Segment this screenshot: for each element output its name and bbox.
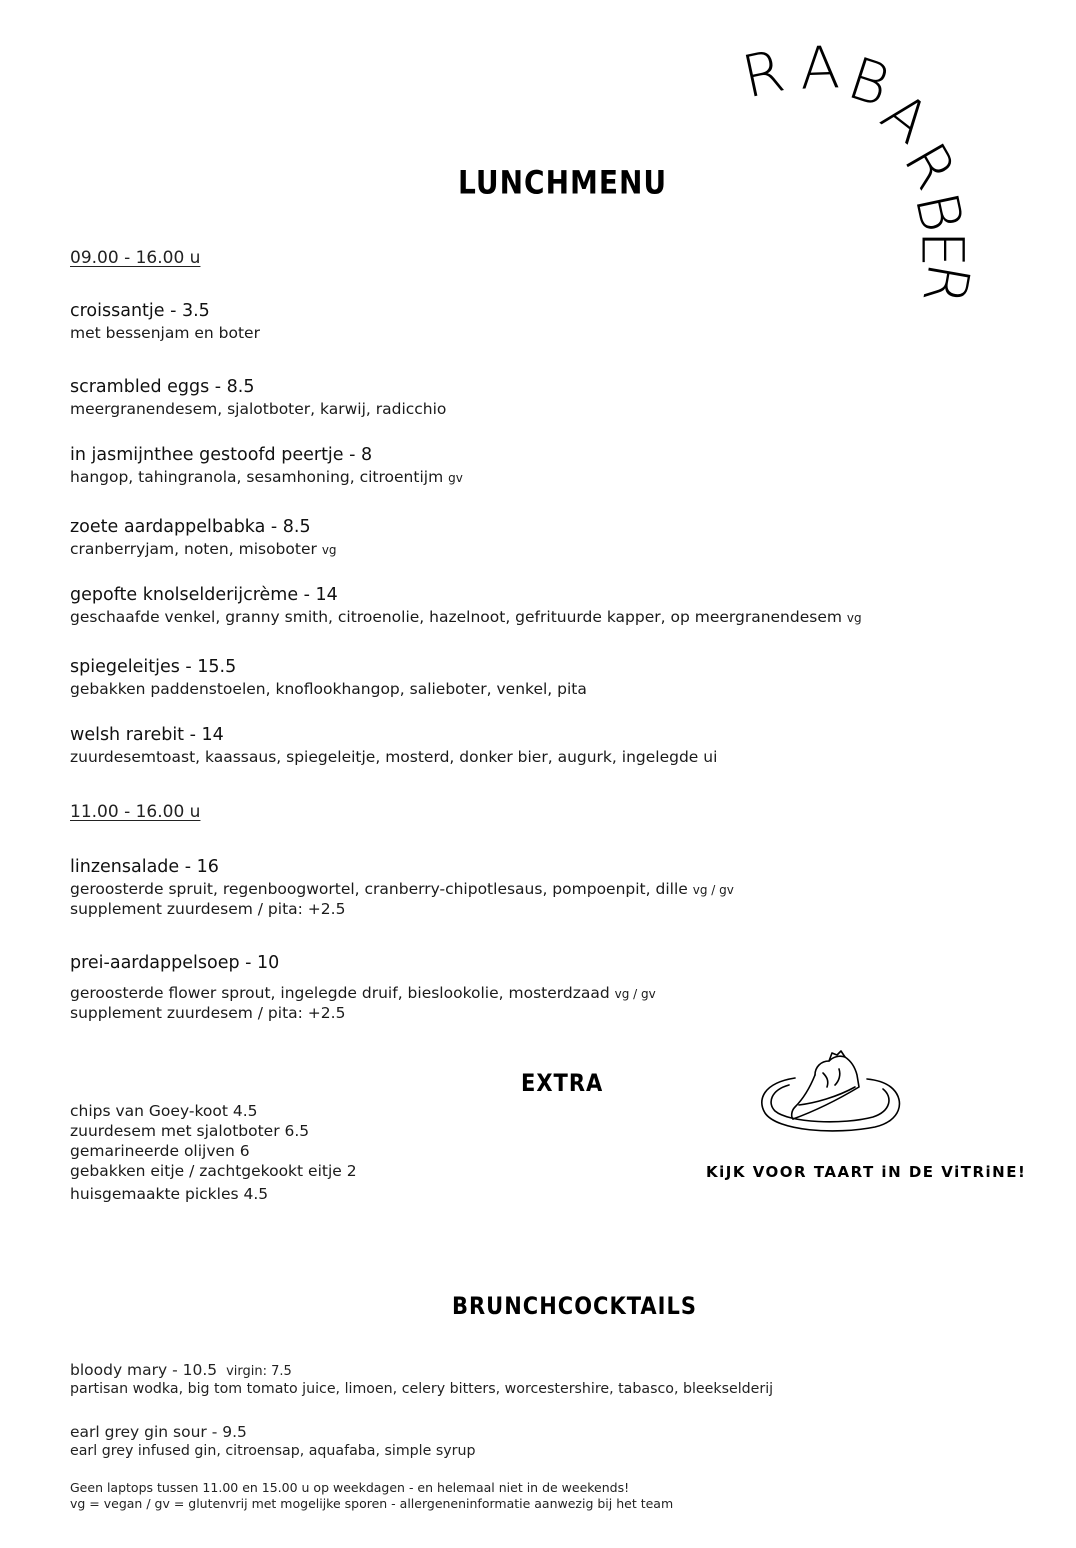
virgin-price: virgin: 7.5 — [226, 1364, 292, 1379]
menu-item-name: zoete aardappelbabka - 8.5 — [70, 517, 311, 537]
menu-item-desc — [70, 984, 656, 1002]
cocktail-name: earl grey gin sour - 9.5 — [70, 1423, 247, 1441]
menu-item-desc — [70, 468, 463, 486]
time-heading: 11.00 - 16.00 u — [70, 802, 201, 822]
cocktails-title: BRUNCHCOCKTAILS — [452, 1292, 698, 1320]
menu-item-name: prei-aardappelsoep - 10 — [70, 953, 280, 973]
menu-item-desc-text: hangop, tahingranola, sesamhoning, citroentijm — [70, 468, 444, 486]
cocktail-desc: partisan wodka, big tom tomato juice, limoen, celery bitters, worcestershire, tabasco, bleekselderij — [70, 1381, 774, 1397]
logo-letter: E — [908, 230, 977, 268]
menu-item-desc: zuurdesemtoast, kaassaus, spiegeleitje, mosterd, donker bier, augurk, ingelegde ui — [70, 748, 718, 766]
extra-item: zuurdesem met sjalotboter 6.5 — [70, 1122, 310, 1140]
extra-item: chips van Goey-koot 4.5 — [70, 1102, 258, 1120]
extra-title: EXTRA — [521, 1069, 604, 1097]
supplement-line: supplement zuurdesem / pita: +2.5 — [70, 1004, 346, 1022]
menu-item-name: linzensalade - 16 — [70, 857, 219, 877]
menu-item-desc: met bessenjam en boter — [70, 324, 260, 342]
page-title: LUNCHMENU — [458, 163, 668, 202]
menu-item-desc — [70, 608, 862, 626]
diet-tag: vg / gv — [614, 987, 656, 1001]
menu-item-desc-text: cranberryjam, noten, misoboter — [70, 540, 317, 558]
footer-legend: vg = vegan / gv = glutenvrij met mogelijke sporen - allergeneninformatie aanwezig bij het team — [70, 1496, 674, 1511]
menu-item-name: gepofte knolselderijcrème - 14 — [70, 585, 338, 605]
logo-letter: A — [869, 78, 943, 158]
diet-tag: gv — [448, 471, 463, 485]
cocktail-name — [70, 1361, 292, 1379]
extra-item: gemarineerde olijven 6 — [70, 1142, 250, 1160]
menu-item-desc — [70, 880, 734, 898]
menu-item-desc: gebakken paddenstoelen, knoflookhangop, salieboter, venkel, pita — [70, 680, 587, 698]
menu-item-name: welsh rarebit - 14 — [70, 725, 224, 745]
cake-note: KiJK VOOR TAART iN DE ViTRiNE! — [706, 1163, 1027, 1181]
cake-plate-illustration — [755, 1045, 905, 1137]
logo-letter: B — [840, 43, 898, 121]
menu-item-name: scrambled eggs - 8.5 — [70, 377, 255, 397]
logo-letter: R — [890, 131, 970, 201]
footer-note: Geen laptops tussen 11.00 en 15.00 u op weekdagen - en helemaal niet in de weekends! — [70, 1480, 630, 1495]
menu-item-name: spiegeleitjes - 15.5 — [70, 657, 237, 677]
diet-tag: vg / gv — [692, 883, 734, 897]
menu-item-desc-text: geschaafde venkel, granny smith, citroenolie, hazelnoot, gefrituurde kapper, op meergranendesem — [70, 608, 842, 626]
diet-tag: vg — [846, 611, 862, 625]
menu-item-desc-text: geroosterde spruit, regenboogwortel, cranberry-chipotlesaus, pompoenpit, dille — [70, 880, 688, 898]
menu-item-name: croissantje - 3.5 — [70, 301, 210, 321]
logo-letter: A — [798, 33, 841, 103]
menu-item-name: in jasmijnthee gestoofd peertje - 8 — [70, 445, 373, 465]
supplement-line: supplement zuurdesem / pita: +2.5 — [70, 900, 346, 918]
extra-item: huisgemaakte pickles 4.5 — [70, 1185, 269, 1203]
diet-tag: vg — [321, 543, 337, 557]
logo-letter: R — [736, 36, 790, 112]
menu-item-desc: meergranendesem, sjalotboter, karwij, radicchio — [70, 400, 447, 418]
logo-letter: B — [901, 186, 977, 238]
menu-item-desc-text: geroosterde flower sprout, ingelegde druif, bieslookolie, mosterdzaad — [70, 984, 610, 1002]
cocktail-desc: earl grey infused gin, citroensap, aquafaba, simple syrup — [70, 1443, 476, 1459]
extra-item: gebakken eitje / zachtgekookt eitje 2 — [70, 1162, 357, 1180]
cocktail-name-text: bloody mary - 10.5 — [70, 1361, 218, 1379]
logo-letter: R — [909, 258, 984, 310]
time-heading: 09.00 - 16.00 u — [70, 248, 201, 268]
menu-item-desc — [70, 540, 337, 558]
